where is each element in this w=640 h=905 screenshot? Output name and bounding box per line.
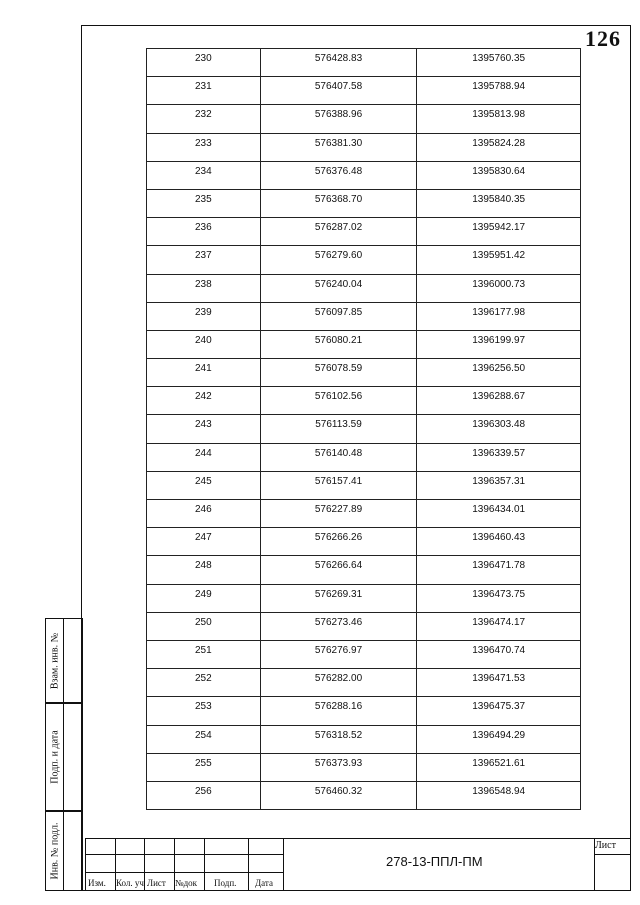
table-row: [147, 189, 581, 217]
table-row: [147, 640, 581, 668]
x-coordinate-cell: 576287.02: [260, 218, 417, 246]
y-coordinate-cell: 1395951.42: [417, 246, 581, 274]
point-number-cell: 238: [147, 274, 261, 302]
y-coordinate-cell: 1396339.57: [417, 443, 581, 471]
stamp-header-podp: Подп.: [214, 878, 237, 888]
table-row: [147, 161, 581, 189]
x-coordinate-cell: 576388.96: [260, 105, 417, 133]
stamp-header-izm: Изм.: [88, 878, 106, 888]
table-row: [147, 500, 581, 528]
x-coordinate-cell: 576381.30: [260, 133, 417, 161]
y-coordinate-cell: 1396473.75: [417, 584, 581, 612]
x-coordinate-cell: 576282.00: [260, 669, 417, 697]
point-number-cell: 239: [147, 302, 261, 330]
table-row: [147, 725, 581, 753]
point-number-cell: 245: [147, 471, 261, 499]
point-number-cell: 230: [147, 49, 261, 77]
y-coordinate-cell: 1395840.35: [417, 189, 581, 217]
x-coordinate-cell: 576266.64: [260, 556, 417, 584]
point-number-cell: 252: [147, 669, 261, 697]
x-coordinate-cell: 576288.16: [260, 697, 417, 725]
x-coordinate-cell: 576269.31: [260, 584, 417, 612]
y-coordinate-cell: 1396434.01: [417, 500, 581, 528]
x-coordinate-cell: 576276.97: [260, 640, 417, 668]
side-block-podp: [45, 703, 83, 811]
table-row: [147, 274, 581, 302]
point-number-cell: 249: [147, 584, 261, 612]
stamp-header-kol: Кол. уч: [116, 878, 144, 888]
y-coordinate-cell: 1396177.98: [417, 302, 581, 330]
sheet-label: Лист: [595, 840, 616, 851]
table-row: [147, 415, 581, 443]
table-row: [147, 330, 581, 358]
x-coordinate-cell: 576318.52: [260, 725, 417, 753]
table-row: [147, 302, 581, 330]
side-label-podp: Подп. и дата: [49, 730, 60, 784]
table-row: [147, 528, 581, 556]
y-coordinate-cell: 1396288.67: [417, 387, 581, 415]
point-number-cell: 250: [147, 612, 261, 640]
point-number-cell: 251: [147, 640, 261, 668]
y-coordinate-cell: 1396000.73: [417, 274, 581, 302]
point-number-cell: 246: [147, 500, 261, 528]
point-number-cell: 232: [147, 105, 261, 133]
y-coordinate-cell: 1396303.48: [417, 415, 581, 443]
y-coordinate-cell: 1396494.29: [417, 725, 581, 753]
point-number-cell: 247: [147, 528, 261, 556]
x-coordinate-cell: 576266.26: [260, 528, 417, 556]
x-coordinate-cell: 576373.93: [260, 753, 417, 781]
x-coordinate-cell: 576078.59: [260, 359, 417, 387]
x-coordinate-cell: 576273.46: [260, 612, 417, 640]
y-coordinate-cell: 1396256.50: [417, 359, 581, 387]
y-coordinate-cell: 1396474.17: [417, 612, 581, 640]
y-coordinate-cell: 1396470.74: [417, 640, 581, 668]
x-coordinate-cell: 576460.32: [260, 781, 417, 809]
x-coordinate-cell: 576102.56: [260, 387, 417, 415]
y-coordinate-cell: 1396199.97: [417, 330, 581, 358]
y-coordinate-cell: 1395824.28: [417, 133, 581, 161]
table-row: [147, 218, 581, 246]
page-number: 126: [585, 26, 621, 51]
y-coordinate-cell: 1396548.94: [417, 781, 581, 809]
point-number-cell: 243: [147, 415, 261, 443]
y-coordinate-cell: 1396521.61: [417, 753, 581, 781]
point-number-cell: 234: [147, 161, 261, 189]
x-coordinate-cell: 576240.04: [260, 274, 417, 302]
x-coordinate-cell: 576113.59: [260, 415, 417, 443]
side-block-vzam: [45, 618, 83, 703]
table-row: [147, 556, 581, 584]
table-row: [147, 781, 581, 809]
table-row: [147, 584, 581, 612]
point-number-cell: 256: [147, 781, 261, 809]
document-code: 278-13-ППЛ-ПМ: [386, 854, 483, 869]
y-coordinate-cell: 1395830.64: [417, 161, 581, 189]
title-block: [85, 838, 631, 891]
point-number-cell: 241: [147, 359, 261, 387]
table-row: [147, 753, 581, 781]
y-coordinate-cell: 1395788.94: [417, 77, 581, 105]
x-coordinate-cell: 576227.89: [260, 500, 417, 528]
coordinates-table: [146, 48, 581, 810]
point-number-cell: 235: [147, 189, 261, 217]
point-number-cell: 240: [147, 330, 261, 358]
point-number-cell: 242: [147, 387, 261, 415]
table-row: [147, 612, 581, 640]
x-coordinate-cell: 576279.60: [260, 246, 417, 274]
x-coordinate-cell: 576368.70: [260, 189, 417, 217]
point-number-cell: 254: [147, 725, 261, 753]
y-coordinate-cell: 1396460.43: [417, 528, 581, 556]
point-number-cell: 236: [147, 218, 261, 246]
table-row: [147, 246, 581, 274]
table-row: [147, 77, 581, 105]
x-coordinate-cell: 576157.41: [260, 471, 417, 499]
y-coordinate-cell: 1396357.31: [417, 471, 581, 499]
stamp-header-data: Дата: [255, 878, 273, 888]
table-row: [147, 49, 581, 77]
table-row: [147, 359, 581, 387]
table-row: [147, 669, 581, 697]
point-number-cell: 255: [147, 753, 261, 781]
side-label-inv: Инв. № подл.: [49, 822, 60, 880]
x-coordinate-cell: 576428.83: [260, 49, 417, 77]
side-label-vzam: Взам. инв. №: [49, 632, 60, 689]
y-coordinate-cell: 1395813.98: [417, 105, 581, 133]
y-coordinate-cell: 1396475.37: [417, 697, 581, 725]
point-number-cell: 248: [147, 556, 261, 584]
table-row: [147, 133, 581, 161]
x-coordinate-cell: 576407.58: [260, 77, 417, 105]
table-row: [147, 697, 581, 725]
point-number-cell: 231: [147, 77, 261, 105]
side-block-inv: [45, 811, 83, 891]
y-coordinate-cell: 1395942.17: [417, 218, 581, 246]
y-coordinate-cell: 1396471.78: [417, 556, 581, 584]
y-coordinate-cell: 1395760.35: [417, 49, 581, 77]
table-row: [147, 443, 581, 471]
stamp-header-list: Лист: [147, 878, 166, 888]
point-number-cell: 253: [147, 697, 261, 725]
x-coordinate-cell: 576376.48: [260, 161, 417, 189]
y-coordinate-cell: 1396471.53: [417, 669, 581, 697]
x-coordinate-cell: 576080.21: [260, 330, 417, 358]
point-number-cell: 244: [147, 443, 261, 471]
point-number-cell: 237: [147, 246, 261, 274]
table-row: [147, 105, 581, 133]
x-coordinate-cell: 576140.48: [260, 443, 417, 471]
table-row: [147, 471, 581, 499]
x-coordinate-cell: 576097.85: [260, 302, 417, 330]
stamp-header-ndok: №док: [175, 878, 198, 888]
point-number-cell: 233: [147, 133, 261, 161]
table-row: [147, 387, 581, 415]
